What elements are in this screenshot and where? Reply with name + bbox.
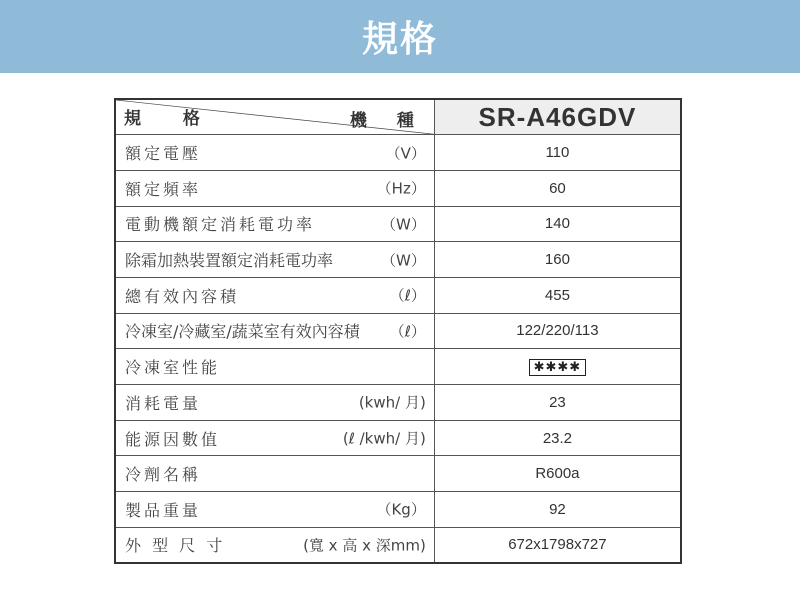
- table-row: [115, 456, 681, 492]
- table-row: [115, 170, 681, 206]
- motor-power-label: 電動機額定消耗電功率: [125, 215, 316, 235]
- row-label-cell: [115, 456, 434, 492]
- product-weight-unit: （Kg）: [376, 500, 426, 519]
- row-label-cell: [115, 349, 434, 385]
- energy-factor-value: 23.2: [434, 420, 681, 456]
- row-label-cell: [115, 420, 434, 456]
- rated-voltage-unit: （V）: [385, 144, 426, 163]
- row-label-cell: [115, 527, 434, 563]
- machine-type-label: 機 種: [349, 111, 426, 131]
- motor-power-value: 140: [434, 206, 681, 242]
- total-capacity-label: 總有效內容積: [125, 286, 240, 306]
- table-row: [115, 206, 681, 242]
- freezer-performance-label: 冷凍室性能: [125, 358, 221, 378]
- rated-voltage-label: 額定電壓: [125, 144, 202, 164]
- rated-frequency-unit: （Hz）: [376, 179, 426, 198]
- model-name: SR-A46GDV: [478, 101, 637, 132]
- rated-voltage-value: 110: [434, 135, 681, 171]
- spec-table: [114, 98, 682, 564]
- banner-title: 規格: [361, 19, 438, 60]
- compartment-capacity-unit: （ℓ）: [389, 322, 426, 341]
- total-capacity-unit: （ℓ）: [389, 286, 426, 305]
- row-label-cell: [115, 242, 434, 278]
- defrost-heater-power-label: 除霜加熱裝置額定消耗電功率: [125, 251, 334, 271]
- table-row: [115, 420, 681, 456]
- table-row: [115, 242, 681, 278]
- product-weight-value: 92: [434, 492, 681, 528]
- energy-consumption-label: 消耗電量: [125, 393, 202, 413]
- spec-label: 規 格: [124, 109, 218, 130]
- header-corner-cell: [115, 99, 434, 135]
- refrigerant-value: R600a: [434, 456, 681, 492]
- four-star-rating-icon: ✱✱✱✱: [529, 359, 587, 376]
- table-row: [115, 313, 681, 349]
- rated-frequency-label: 額定頻率: [125, 179, 202, 199]
- energy-consumption-unit: (kwh/ 月): [358, 393, 426, 412]
- table-row: [115, 349, 681, 385]
- table-row: [115, 527, 681, 563]
- compartment-capacity-label: 冷凍室/冷藏室/蔬菜室有效內容積: [125, 322, 360, 342]
- compartment-capacity-value: 122/220/113: [434, 313, 681, 349]
- table-header-row: [115, 99, 681, 135]
- energy-consumption-value: 23: [434, 385, 681, 421]
- table-row: [115, 492, 681, 528]
- rated-frequency-value: 60: [434, 170, 681, 206]
- row-label-cell: [115, 313, 434, 349]
- header-banner: [0, 0, 800, 73]
- row-label-cell: [115, 385, 434, 421]
- energy-factor-unit: (ℓ /kwh/ 月): [342, 429, 426, 448]
- dimensions-unit: (寬 x 高 x 深mm): [303, 536, 426, 555]
- dimensions-label: 外 型 尺 寸: [125, 536, 226, 556]
- defrost-heater-power-unit: （W）: [380, 251, 426, 270]
- row-label-cell: [115, 170, 434, 206]
- dimensions-value: 672x1798x727: [434, 527, 681, 563]
- model-name-cell: [434, 99, 681, 135]
- energy-factor-label: 能源因數值: [125, 429, 221, 449]
- defrost-heater-power-value: 160: [434, 242, 681, 278]
- freezer-performance-value-cell: [434, 349, 681, 385]
- refrigerant-label: 冷劑名稱: [125, 465, 202, 485]
- product-weight-label: 製品重量: [125, 500, 202, 520]
- row-label-cell: [115, 277, 434, 313]
- table-row: [115, 135, 681, 171]
- table-row: [115, 277, 681, 313]
- total-capacity-value: 455: [434, 277, 681, 313]
- table-row: [115, 385, 681, 421]
- row-label-cell: [115, 492, 434, 528]
- row-label-cell: [115, 206, 434, 242]
- row-label-cell: [115, 135, 434, 171]
- motor-power-unit: （W）: [380, 215, 426, 234]
